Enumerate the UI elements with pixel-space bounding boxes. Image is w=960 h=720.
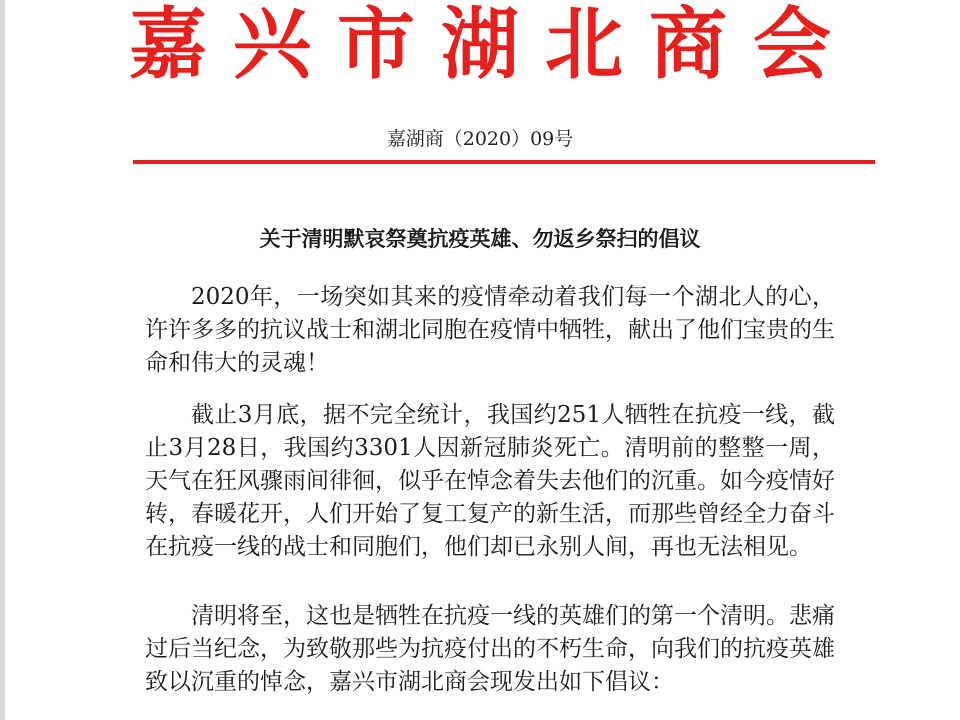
body-paragraph-3: 清明将至，这也是牺牲在抗疫一线的英雄们的第一个清明。悲痛过后当纪念，为致敬那些为抗疫付出的不朽生命，向我们的抗疫英雄致以沉重的悼念，嘉兴市湖北商会现发出如下倡议：: [145, 603, 835, 695]
organization-header: 嘉兴市湖北商会: [128, 0, 857, 90]
document-title: 关于清明默哀祭奠抗疫英雄、勿返乡祭扫的倡议: [259, 227, 701, 251]
body-paragraph-1: 2020年，一场突如其来的疫情牵动着我们每一个湖北人的心，许许多多的抗议战士和湖北同胞在疫情中牺牲，献出了他们宝贵的生命和伟大的灵魂！: [145, 284, 835, 376]
header-divider: [133, 160, 875, 164]
page-edge: [0, 0, 5, 720]
body-paragraph-2: 截止3月底，据不完全统计，我国约251人牺牲在抗疫一线，截止3月28日，我国约3301人因新冠肺炎死亡。清明前的整整一周，天气在狂风骤雨间徘徊，似乎在悼念着失去他们的沉重。如今疫情好转，春暖花开，人们开始了复工复产的新生活，而那些曾经全力奋斗在抗疫一线的战士和同胞们，他们却已永别人间，再也无法相见。: [145, 402, 835, 560]
document-number: 嘉湖商（2020）09号: [386, 128, 574, 150]
